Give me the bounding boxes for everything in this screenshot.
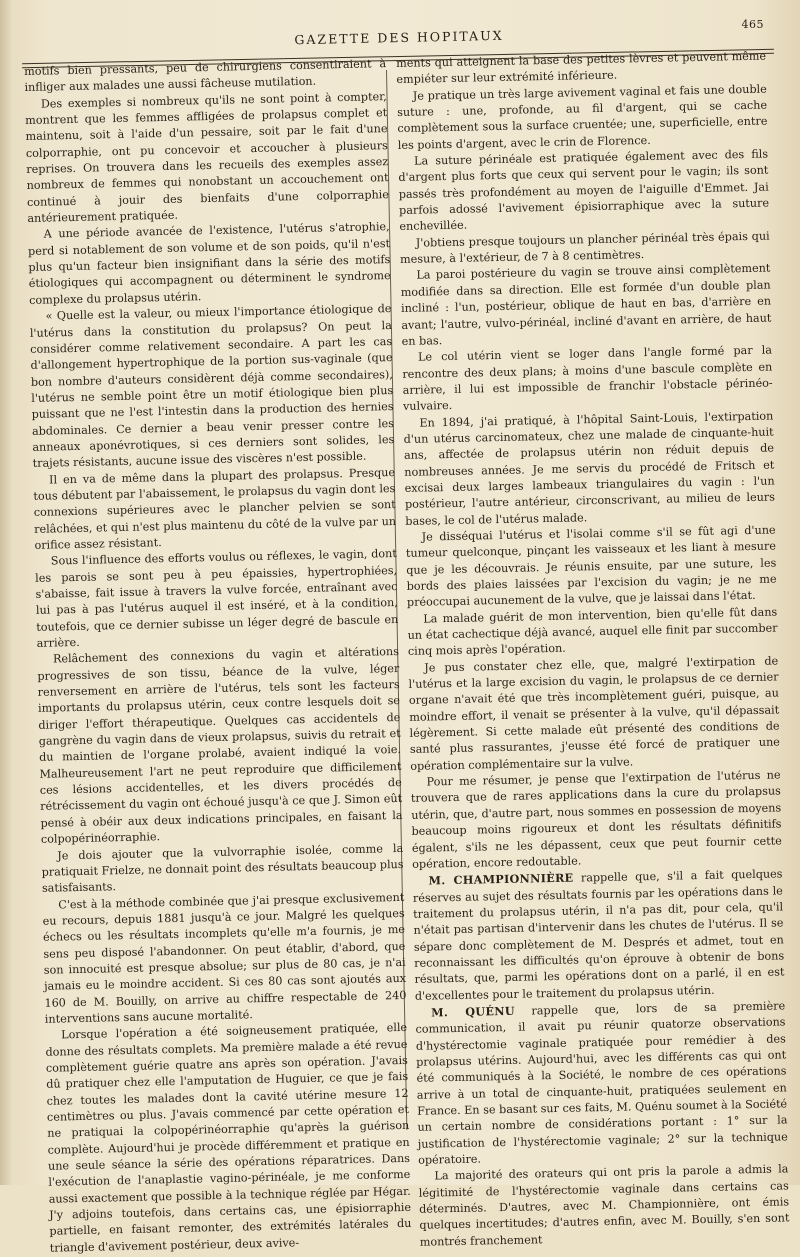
- paragraph: [37, 644, 403, 848]
- paragraph: [402, 343, 773, 416]
- paragraph: [410, 768, 782, 873]
- paragraph: [28, 220, 392, 310]
- paragraph-text: En 1894, j'ai pratiqué, à l'hôpital Saint-Louis, l'extirpation d'un utérus carcinomateux, chez une malade de cinquante-huit ans, affectée de prolapsus utérin non réduit depuis de nombreuses années. Je me servis du procédé de Fritsch et excisai deux larges lambeaux triangulaires du vagin : l'un postérieur, l'autre antérieur, circonscrivant, au milieu de leurs bases, le col de l'utérus malade.: [403, 409, 776, 528]
- paragraph-text: La paroi postérieure du vagin se trouve ainsi complètement modifiée dans sa direction. Elle est formée d'un double plan incliné : l'un, postérieur, oblique de haut en bas, d'arrière en avant; l'autre, vulvo-périnéal, incliné d'avant en arrière, de haut en bas.: [400, 261, 772, 348]
- paragraph-text: A une période avancée de l'existence, l'utérus s'atrophie, perd si notablement de son volume et de son poids, qu'il n'est plus qu'un facteur bien insignifiant dans la série des motifs étiologiques qui accompagnent ou déterminent le syndrome complexe du prolapsus utérin.: [27, 220, 391, 307]
- page-number: 465: [741, 18, 764, 31]
- page-header: [24, 14, 774, 54]
- speaker-name: M. CHAMPIONNIÈRE: [428, 870, 574, 888]
- paragraph: [412, 866, 785, 1005]
- paragraph: [33, 465, 397, 555]
- paragraph: [403, 408, 775, 530]
- page-title: GAZETTE DES HOPITAUX: [294, 27, 504, 48]
- paragraph: [406, 522, 778, 611]
- paragraph: [25, 89, 390, 228]
- paragraph-text: La majorité des orateurs qui ont pris la parole a admis la légitimité de l'hystérectomie vaginale dans certains cas déterminés. D'autres, avec M. Championnière, ont émis quelques incertitudes; d'autres enfin, avec M. Bouilly, s'en sont montrés franchement: [418, 1162, 790, 1249]
- paragraph-text: Je pus constater chez elle, que, malgré l'extirpation de l'utérus et la large excision du vagin, le prolapsus de ce dernier organe n'avait été que très incomplètement guéri, puisque, au moindre effort, il venait se présenter à la vulve, qu'il dépassait légèrement. Si cette malade eût présenté des conditions de santé plus rassurantes, j'eusse été forcé de pratiquer une opération complémentaire sur la vulve.: [408, 654, 780, 773]
- paragraph-text: J'obtiens presque toujours un plancher périnéal très épais qui mesure, à l'extérieur, de 7 à 8 centimètres.: [399, 229, 770, 267]
- paragraph-text: « Quelle est la valeur, ou mieux l'importance étiologique de l'utérus dans la constitution du prolapsus? On peut la considérer comme relativement secondaire. A part les cas d'allongement hypertrophique de la portion sus-vaginale (que bon nombre d'auteurs considèrent déjà comme secondaires), l'utérus ne semble point être un motif étiologique bien plus puissant que ne l'est l'intestin dans la production des hernies abdominales. Ce dernier a beau venir presser contre les anneaux aponévrotiques, si ces derniers sont solides, les trajets résistants, aucune issue des viscères n'est possible.: [29, 302, 395, 471]
- left-column: [24, 56, 412, 1257]
- binding-shadow: [0, 0, 14, 1185]
- paragraph: [408, 653, 780, 775]
- paragraph-text: Je pratique un très large avivement vaginal et fais une double suture : une, profonde, au fil d'argent, qui se cache complètement sous la surface cruentée; une, superficielle, entre les points d'argent, avec le crin de Florence.: [397, 82, 768, 152]
- paragraph: [415, 997, 788, 1169]
- paragraph-text: Lorsque l'opération a été soigneusement pratiquée, elle donne des résultats complets. Ma première malade a été revue complètement guérie quatre ans après son opération. J'avais dû pratiquer chez elle l'amputation de Huguier, ce que je fais chez toutes les malades dont la cavité utérine mesure 12 centimètres ou plus. J'avais commencé par cette opération et ne pratiquai la colpopérinéorraphie qu'après la guérison complète. Aujourd'hui je procède différemment et pratique en une seule séance la série des opérations réparatrices. Dans l'exécution de l'anaplastie vagino-périnéale, je me conforme aussi exactement que possible à la technique réglée par Hégar. J'y adjoins toutefois, dans certains cas, une épisiorraphie partielle, en faisant remonter, des extrémités latérales du triangle d'avivement postérieur, deux avive-: [45, 1021, 412, 1255]
- paragraph-text: Pour me résumer, je pense que l'extirpation de l'utérus ne trouvera que de rares applications dans la cure du prolapsus utérin, que, d'autre part, nous sommes en possession de moyens beaucoup moins rigoureux et dont les résultats définitifs égalent, s'ils ne les dépassent, ceux que peut fournir cette opération, encore redoutable.: [410, 768, 782, 871]
- paragraph: [35, 546, 399, 652]
- paragraph-text: Le col utérin vient se loger dans l'angle formé par la rencontre des deux plans; à moins d'une bascule complète en arrière, il lui est impossible de franchir l'obstacle périnéo-vulvaire.: [402, 343, 773, 414]
- paragraph: [400, 261, 772, 350]
- paragraph-text: Des exemples si nombreux qu'ils ne sont point à compter, montrent que les femmes affligées de prolapsus complet et maintenu, soit à l'aide d'un pessaire, soit par le fait d'une colporraphie, ont pu concevoir et accoucher à plusieurs reprises. On trouvera dans les recueils des exemples assez nombreux de femmes qui nonobstant un accouchement ont continué à jouir des bienfaits d'une colporraphie antérieurement pratiquée.: [25, 89, 390, 226]
- paragraph: [418, 1162, 790, 1251]
- paragraph-text: Relâchement des connexions du vagin et altérations progressives de son tissu, béance de la vulve, léger renversement en arrière de l'utérus, tels sont les facteurs importants du prolapsus utérin, ceux contre lesquels doit se diriger l'effort thérapeutique. Quelques cas accidentels de gangrène du vagin dans de vieux prolapsus, suivis du retrait et du maintien de l'organe prolabé, avaient indiqué la voie. Malheureusement l'art ne peut reproduire que difficilement ces lésions accidentelles, et les divers procédés de rétrécissement du vagin ont échoué jusqu'à ce que J. Simon eût pensé à obéir aux deux indications principales, en faisant la colpopérinéorraphie.: [37, 645, 403, 846]
- right-column: [396, 49, 790, 1251]
- paragraph-text: Sous l'influence des efforts voulus ou réflexes, le vagin, dont les parois se sont peu à peu épaissies, hypertrophiées, s'abaisse, fait issue à travers la vulve forcée, entraînant avec lui pas à pas l'utérus auquel il est inséré, et à la condition, toutefois, que ce dernier subisse un léger degré de bascule en arrière.: [35, 547, 399, 650]
- paragraph: [41, 840, 404, 897]
- paragraph-text: Je dois ajouter que la vulvorraphie isolée, comme la pratiquait Frielze, ne donnait point des résultats beaucoup plus satisfaisants.: [41, 841, 404, 895]
- paragraph-text: Il en va de même dans la plupart des prolapsus. Presque tous débutent par l'abaissement, le prolapsus du vagin dont les connexions supérieures avec le plancher pelvien se sont relâchées, et qui n'est plus maintenu du côté de la vulve par un orifice assez résistant.: [33, 465, 397, 552]
- paragraph: [407, 604, 778, 660]
- paragraph-text: Je disséquai l'utérus et l'isolai comme s'il se fût agi d'une tumeur quelconque, pinçant les vaisseaux et les liant à mesure que je les découvrais. Je réunis ensuite, par une suture, les bords des plaies laissées par l'excision du vagin; je ne me préoccupai aucunement de la vulve, que je laissai dans l'état.: [405, 523, 777, 610]
- paragraph-text: rappelle que, lors de sa première communication, il avait pu réunir quatorze observations d'hystérectomie vaginale pratiquée pour remédier à des prolapsus utérins. Aujourd'hui, avec les différents cas qui ont été communiqués à la Société, le nombre de ces opérations arrive à un total de cinquante-huit, pratiquées seulement en France. En se basant sur ces faits, M. Quénu soumet à la Société un certain nombre de considérations portant : 1° sur la justification de l'hystérectomie vaginale; 2° sur la technique opératoire.: [415, 999, 788, 1167]
- paragraph-text: motifs bien pressants, peu de chirurgiens consentiraient à infliger aux malades une aussi fâcheuse mutilation.: [24, 57, 387, 95]
- paragraph-text: C'est à la méthode combinée que j'ai presque exclusivement eu recours, depuis 1881 jusqu'à ce jour. Malgré les quelques échecs ou les résultats incomplets qu'elle m'a fournis, je me sens peu disposé l'abandonner. On peut établir, d'abord, que son innocuité est presque absolue; sur plus de 80 cas, je n'ai jamais eu le moindre accident. Si ces 80 cas sont ajoutés aux 160 de M. Bouilly, on arrive au chiffre respectable de 240 interventions sans aucune mortalité.: [42, 890, 407, 1026]
- paragraph: [397, 81, 768, 154]
- paragraph-text: La malade guérit de mon intervention, bien qu'elle fût dans un état cachectique déjà avancé, auquel elle finit par succomber cinq mois après l'opération.: [407, 605, 778, 659]
- paragraph: [398, 147, 770, 236]
- paragraph: [42, 889, 407, 1028]
- paragraph: [45, 1020, 412, 1257]
- paragraph: [29, 301, 394, 472]
- speaker-name: M. QUÉNU: [431, 1003, 515, 1020]
- paragraph-text: rappelle que, s'il a fait quelques réserves au sujet des résultats fournis par les opérations dans le traitement du prolapsus utérin, il n'a pas dit, pour cela, qu'il n'était pas partisan d'intervenir dans les chutes de l'utérus. Il se sépare donc complètement de M. Després et admet, tout en reconnaissant les difficultés qu'on éprouve à obtenir de bons résultats, que, parmi les opérations dont on a parlé, il en est d'excellentes pour le traitement du prolapsus utérin.: [412, 867, 785, 1003]
- paragraph-text: La suture périnéale est pratiquée également avec des fils d'argent plus forts que ceux qui servent pour le vagin; ils sont passés très profondément au moyen de l'aiguille d'Emmet. Jai parfois adossé l'avivement épisiorraphique avec la suture enchevillée.: [398, 147, 770, 234]
- paragraph-text: ments qui atteignent la base des petites lèvres et peuvent même empiéter sur leur extrémité inférieure.: [396, 49, 767, 87]
